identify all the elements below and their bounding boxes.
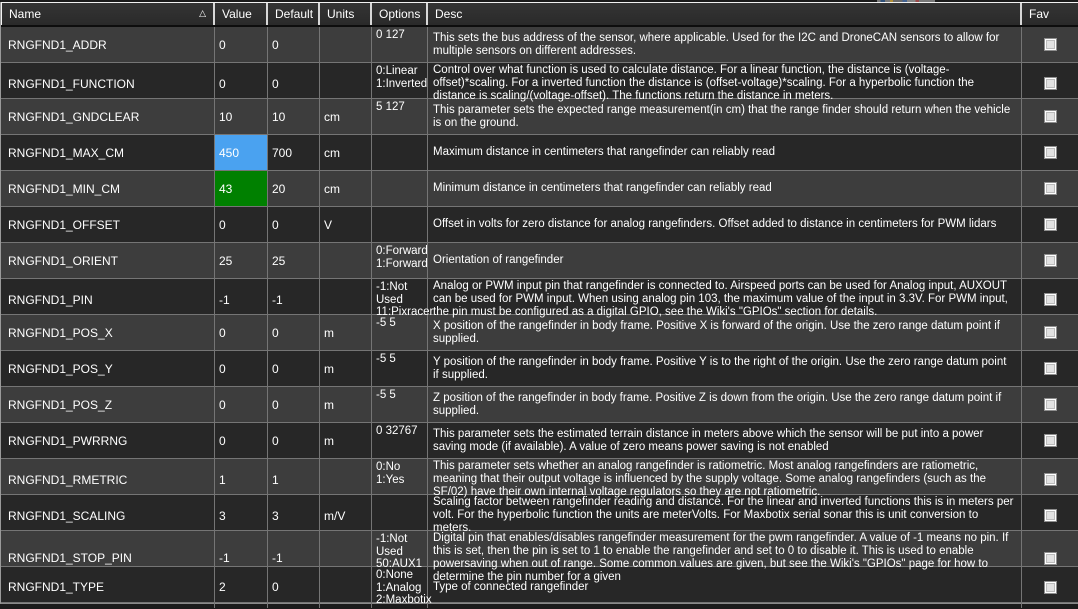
param-default: 0 <box>272 361 279 376</box>
param-name-cell[interactable] <box>1 387 215 422</box>
param-value-cell[interactable] <box>215 27 268 62</box>
param-fav-cell <box>1022 459 1078 500</box>
param-desc: X position of the rangefinder in body frame. Positive X is forward of the origin. Use the zero range datum point if supplied. <box>433 319 1000 345</box>
param-name: RNGFND1_STOP_PIN <box>8 551 132 565</box>
param-value: 0 <box>219 325 226 340</box>
param-name: RNGFND1_POS_X <box>8 325 113 340</box>
param-options: -5 5 <box>376 317 396 329</box>
param-value: 1 <box>219 472 226 487</box>
param-desc-cell <box>428 495 1022 536</box>
fav-checkbox[interactable] <box>1044 509 1057 522</box>
param-default: 0 <box>272 325 279 340</box>
param-value-cell[interactable] <box>215 171 268 206</box>
param-desc: Control over what function is used to calculate distance. For a linear function, the distance is (voltage-offset)*scaling. For a inverted function the distance is (offset-voltage)*scaling. For a hyperbolic function the distance is scaling/(voltage-offset). The functions return the distance in meters. <box>433 64 974 102</box>
param-units-cell <box>320 459 372 500</box>
param-desc-cell <box>428 135 1022 170</box>
param-options-cell <box>372 279 434 320</box>
param-name: RNGFND1_FUNCTION <box>8 76 135 91</box>
param-name: RNGFND1_POS_Y <box>8 361 113 376</box>
param-desc: Digital pin that enables/disables rangefinder measurement for the pwm rangefinder. A value of -1 means no pin. If this is set, then the pin is set to 1 to enable the rangefinder and set to 0 to disable it. This is used to enable powersaving when out of range. Some common values are given, but see the Wiki's "GPIOs" page for how to determine the pin number for a given <box>433 532 1009 583</box>
param-default-cell <box>268 243 320 278</box>
param-desc-cell <box>428 243 1022 278</box>
param-default-cell <box>268 495 320 536</box>
column-header-value[interactable] <box>215 3 268 25</box>
param-default: 0 <box>272 397 279 412</box>
param-value-cell[interactable] <box>215 567 268 608</box>
param-desc-cell <box>428 423 1022 458</box>
param-name-cell[interactable] <box>1 63 215 104</box>
param-units-cell <box>320 171 372 206</box>
fav-checkbox[interactable] <box>1044 254 1057 267</box>
fav-checkbox[interactable] <box>1044 581 1057 594</box>
param-options: 0:Linear 1:Inverted <box>376 65 428 90</box>
param-name-cell[interactable] <box>1 315 215 350</box>
column-header-units[interactable] <box>320 3 372 25</box>
param-options: 5 127 <box>376 101 405 113</box>
param-units: m <box>324 397 334 412</box>
param-units-cell <box>320 207 372 242</box>
param-value: 43 <box>219 181 233 196</box>
param-options-cell <box>372 567 432 608</box>
column-header-name-label: Name <box>9 7 42 21</box>
param-default-cell <box>268 387 320 422</box>
param-options-cell <box>372 99 428 134</box>
param-value: -1 <box>219 292 230 307</box>
column-header-options-label: Options <box>379 7 421 21</box>
parameter-row[interactable] <box>1 243 1078 279</box>
column-header-fav-label: Fav <box>1029 7 1050 21</box>
param-default-cell <box>268 207 320 242</box>
parameter-row[interactable] <box>1 351 1078 387</box>
param-desc: This parameter sets whether an analog rangefinder is ratiometric. Most analog rangefinders are ratiometric, meaning that their output voltage is influenced by the supply voltage. Some analog rangefinders (such as the SF/02) have their own internal voltage regulators so they are not ratiometric. <box>433 460 986 498</box>
param-desc-cell <box>428 351 1022 386</box>
param-options-cell <box>372 63 428 104</box>
param-desc-cell <box>428 27 1022 62</box>
param-desc: This sets the bus address of the sensor, where applicable. Used for the I2C and DroneCAN sensors to allow for multiple sensors on different addresses. <box>433 31 1000 57</box>
param-options: 0:Forward 1:Forward <box>376 245 428 270</box>
param-units-cell <box>320 351 372 386</box>
param-default: 0 <box>272 76 279 91</box>
param-default-cell <box>268 27 320 62</box>
param-fav-cell <box>1022 27 1078 62</box>
param-name: RNGFND1_ORIENT <box>8 253 119 268</box>
fav-checkbox[interactable] <box>1044 110 1057 123</box>
param-default: 0 <box>272 580 279 595</box>
param-units: V <box>324 217 333 232</box>
param-fav-cell <box>1022 567 1078 608</box>
table-header-row <box>1 2 1078 27</box>
column-header-default-label: Default <box>275 7 314 21</box>
param-name: RNGFND1_PIN <box>8 292 93 307</box>
param-value: 0 <box>219 76 226 91</box>
param-name-cell[interactable] <box>1 135 215 170</box>
parameter-row[interactable] <box>1 315 1078 351</box>
parameter-row[interactable] <box>1 423 1078 459</box>
param-desc: Analog or PWM input pin that rangefinder is connected to. Airspeed ports can be used for Analog input, AUXOUT can be used for PWM input. When using analog pin 103, the maximum value of the input in 3.3V. For PWM input, the pin must be configured as a digital GPIO, see the Wiki's "GPIOs" section for details. <box>433 280 1008 318</box>
param-desc-cell <box>428 279 1022 320</box>
param-name-cell[interactable] <box>1 99 215 134</box>
param-value-cell[interactable] <box>215 63 268 104</box>
param-units: cm <box>324 181 340 196</box>
param-fav-cell <box>1022 495 1078 536</box>
param-desc-cell <box>428 315 1022 350</box>
param-default: 0 <box>272 37 279 52</box>
column-header-default[interactable] <box>268 3 320 25</box>
parameter-row[interactable] <box>1 531 1078 583</box>
param-default: 0 <box>272 217 279 232</box>
param-default-cell <box>268 171 320 206</box>
param-default-cell <box>268 279 320 320</box>
param-units-cell <box>320 423 372 458</box>
param-options: -5 5 <box>376 353 396 365</box>
fav-checkbox[interactable] <box>1044 326 1057 339</box>
param-value: 450 <box>219 145 240 160</box>
column-header-units-label: Units <box>327 7 355 21</box>
param-fav-cell <box>1022 135 1078 170</box>
param-options: 0 32767 <box>376 425 418 437</box>
param-default: 3 <box>272 508 279 523</box>
param-desc: Minimum distance in centimeters that rangefinder can reliably read <box>433 182 772 194</box>
param-options: 0 127 <box>376 29 405 41</box>
param-default-cell <box>268 351 320 386</box>
param-options-cell <box>372 171 428 206</box>
param-name-cell[interactable] <box>1 351 215 386</box>
param-units-cell <box>320 279 372 320</box>
fav-checkbox[interactable] <box>1044 434 1057 447</box>
param-name-cell[interactable] <box>1 567 215 608</box>
column-header-value-label: Value <box>222 7 252 21</box>
param-desc: Z position of the rangefinder in body frame. Positive Z is down from the origin. Use the zero range datum point if supplied. <box>433 391 1002 417</box>
fav-checkbox[interactable] <box>1044 398 1057 411</box>
fav-checkbox[interactable] <box>1044 552 1057 565</box>
column-header-name[interactable] <box>1 3 215 25</box>
param-value-cell[interactable] <box>215 423 268 458</box>
parameter-row[interactable] <box>1 99 1078 135</box>
param-default: 10 <box>272 109 286 124</box>
param-value: 3 <box>219 508 226 523</box>
table-body <box>1 27 1078 606</box>
parameter-row[interactable] <box>1 63 1078 102</box>
param-value: 25 <box>219 253 233 268</box>
param-value-cell[interactable] <box>215 459 268 500</box>
param-fav-cell <box>1022 171 1078 206</box>
param-desc-cell <box>428 99 1022 134</box>
param-options-cell <box>372 351 428 386</box>
param-desc: Y position of the rangefinder in body frame. Positive Y is to the right of the origin. Use the zero range datum point if supplied. <box>433 355 1007 381</box>
param-value-cell[interactable] <box>215 135 268 170</box>
param-name: RNGFND1_MIN_CM <box>8 181 121 196</box>
param-fav-cell <box>1022 351 1078 386</box>
param-value-cell[interactable] <box>215 351 268 386</box>
param-value-cell[interactable] <box>215 207 268 242</box>
param-options: 0:No 1:Yes <box>376 461 405 486</box>
param-units: m/V <box>324 508 346 523</box>
param-units: cm <box>324 145 340 160</box>
parameter-table <box>0 2 1078 604</box>
column-header-options[interactable] <box>372 3 428 25</box>
param-units-cell <box>320 27 372 62</box>
param-desc: Orientation of rangefinder <box>433 254 564 266</box>
param-options-cell <box>372 459 428 500</box>
param-desc-cell <box>428 63 1022 104</box>
param-default: 700 <box>272 145 293 160</box>
fav-checkbox[interactable] <box>1044 38 1057 51</box>
param-name-cell[interactable] <box>1 423 215 458</box>
param-fav-cell <box>1022 387 1078 422</box>
param-desc: Offset in volts for zero distance for analog rangefinders. Offset added to distance in centimeters for PWM lidars <box>433 218 997 230</box>
param-units: m <box>324 433 334 448</box>
param-desc: This parameter sets the estimated terrain distance in meters above which the sensor will be put into a power saving mode (if available). A value of zero means power saving is not enabled <box>433 427 984 453</box>
param-name-cell[interactable] <box>1 27 215 62</box>
parameter-row[interactable] <box>1 387 1078 423</box>
param-desc-cell <box>428 567 1022 608</box>
param-name-cell[interactable] <box>1 459 215 500</box>
param-desc-cell <box>428 459 1022 500</box>
fav-checkbox[interactable] <box>1044 473 1057 486</box>
param-value: 0 <box>219 37 226 52</box>
param-name-cell[interactable] <box>1 495 215 536</box>
param-value: 2 <box>219 580 226 595</box>
param-value-cell[interactable] <box>215 315 268 350</box>
param-default-cell <box>268 459 320 500</box>
param-fav-cell <box>1022 243 1078 278</box>
param-units-cell <box>320 63 372 104</box>
param-name: RNGFND1_POS_Z <box>8 397 113 412</box>
parameter-row[interactable] <box>1 279 1078 318</box>
param-units-cell <box>320 495 372 536</box>
param-name: RNGFND1_OFFSET <box>8 217 121 232</box>
param-value-cell[interactable] <box>215 243 268 278</box>
param-units-cell <box>320 243 372 278</box>
param-value-cell[interactable] <box>215 495 268 536</box>
param-value-cell[interactable] <box>215 387 268 422</box>
param-desc: This parameter sets the expected range measurement(in cm) that the range finder should return when the vehicle is on the ground. <box>433 103 1011 129</box>
param-options-cell <box>372 243 428 278</box>
param-default: 20 <box>272 181 286 196</box>
fav-checkbox[interactable] <box>1044 218 1057 231</box>
param-fav-cell <box>1022 279 1078 320</box>
parameter-row[interactable] <box>1 27 1078 63</box>
param-name-cell[interactable] <box>1 171 215 206</box>
param-desc-cell <box>428 207 1022 242</box>
param-name: RNGFND1_ADDR <box>8 37 107 52</box>
param-options: -1:Not Used 11:Pixracer <box>376 281 434 318</box>
param-default-cell <box>268 567 320 608</box>
param-value: -1 <box>219 551 230 565</box>
param-default-cell <box>268 315 320 350</box>
param-options-cell <box>372 27 428 62</box>
param-default-cell <box>268 423 320 458</box>
param-fav-cell <box>1022 423 1078 458</box>
param-value: 0 <box>219 397 226 412</box>
param-options-cell <box>372 387 428 422</box>
fav-checkbox[interactable] <box>1044 77 1057 90</box>
param-default: 0 <box>272 433 279 448</box>
fav-checkbox[interactable] <box>1044 362 1057 375</box>
param-options: 0:None 1:Analog 2:Maxbotix <box>376 569 432 606</box>
param-options-cell <box>372 423 428 458</box>
param-desc-cell <box>428 387 1022 422</box>
param-default-cell <box>268 99 320 134</box>
param-value-cell[interactable] <box>215 99 268 134</box>
param-units: m <box>324 361 334 376</box>
param-options-cell <box>372 315 428 350</box>
param-options: -5 5 <box>376 389 396 401</box>
param-value-cell[interactable] <box>215 279 268 320</box>
param-default: -1 <box>272 551 283 565</box>
param-fav-cell <box>1022 63 1078 104</box>
parameter-row[interactable] <box>1 207 1078 243</box>
param-options: -1:Not Used 50:AUX1 <box>376 533 423 570</box>
fav-checkbox[interactable] <box>1044 146 1057 159</box>
fav-checkbox[interactable] <box>1044 293 1057 306</box>
param-fav-cell <box>1022 207 1078 242</box>
param-name: RNGFND1_RMETRIC <box>8 472 128 487</box>
param-units-cell <box>320 387 372 422</box>
param-value: 0 <box>219 433 226 448</box>
parameter-row[interactable] <box>1 171 1078 207</box>
param-value: 0 <box>219 361 226 376</box>
column-header-fav[interactable] <box>1022 3 1078 25</box>
param-fav-cell <box>1022 315 1078 350</box>
sort-ascending-icon: △ <box>199 8 206 19</box>
param-name-cell[interactable] <box>1 243 215 278</box>
param-name-cell[interactable] <box>1 279 215 320</box>
param-units: m <box>324 325 334 340</box>
param-name: RNGFND1_PWRRNG <box>8 433 128 448</box>
param-name: RNGFND1_TYPE <box>8 580 105 595</box>
param-name-cell[interactable] <box>1 207 215 242</box>
param-options-cell <box>372 495 428 536</box>
param-units-cell <box>320 315 372 350</box>
param-desc: Maximum distance in centimeters that rangefinder can reliably read <box>433 146 775 158</box>
param-name: RNGFND1_MAX_CM <box>8 145 125 160</box>
parameter-row[interactable] <box>1 567 1078 606</box>
param-units-cell <box>320 99 372 134</box>
param-name: RNGFND1_GNDCLEAR <box>8 109 140 124</box>
param-fav-cell <box>1022 99 1078 134</box>
parameter-row[interactable] <box>1 135 1078 171</box>
param-value: 0 <box>219 217 226 232</box>
parameter-row[interactable] <box>1 459 1078 498</box>
param-default-cell <box>268 63 320 104</box>
param-units: cm <box>324 109 340 124</box>
param-default: 1 <box>272 472 279 487</box>
fav-checkbox[interactable] <box>1044 182 1057 195</box>
param-options-cell <box>372 207 428 242</box>
param-units-cell <box>320 135 372 170</box>
param-units-cell <box>320 567 372 608</box>
param-desc-cell <box>428 171 1022 206</box>
param-desc: Type of connected rangefinder <box>433 580 589 593</box>
param-desc: Scaling factor between rangefinder reading and distance. For the linear and inverted functions this is in meters per volt. For the hyperbolic function the units are meterVolts. For Maxbotix serial sonar this is unit conversion to meters. <box>433 496 1014 534</box>
param-default: 25 <box>272 253 286 268</box>
param-default-cell <box>268 135 320 170</box>
column-header-desc[interactable] <box>428 3 1022 25</box>
param-value: 10 <box>219 109 233 124</box>
param-options-cell <box>372 135 428 170</box>
param-default: -1 <box>272 292 283 307</box>
parameter-row[interactable] <box>1 495 1078 534</box>
param-name: RNGFND1_SCALING <box>8 508 126 523</box>
column-header-desc-label: Desc <box>435 7 463 21</box>
